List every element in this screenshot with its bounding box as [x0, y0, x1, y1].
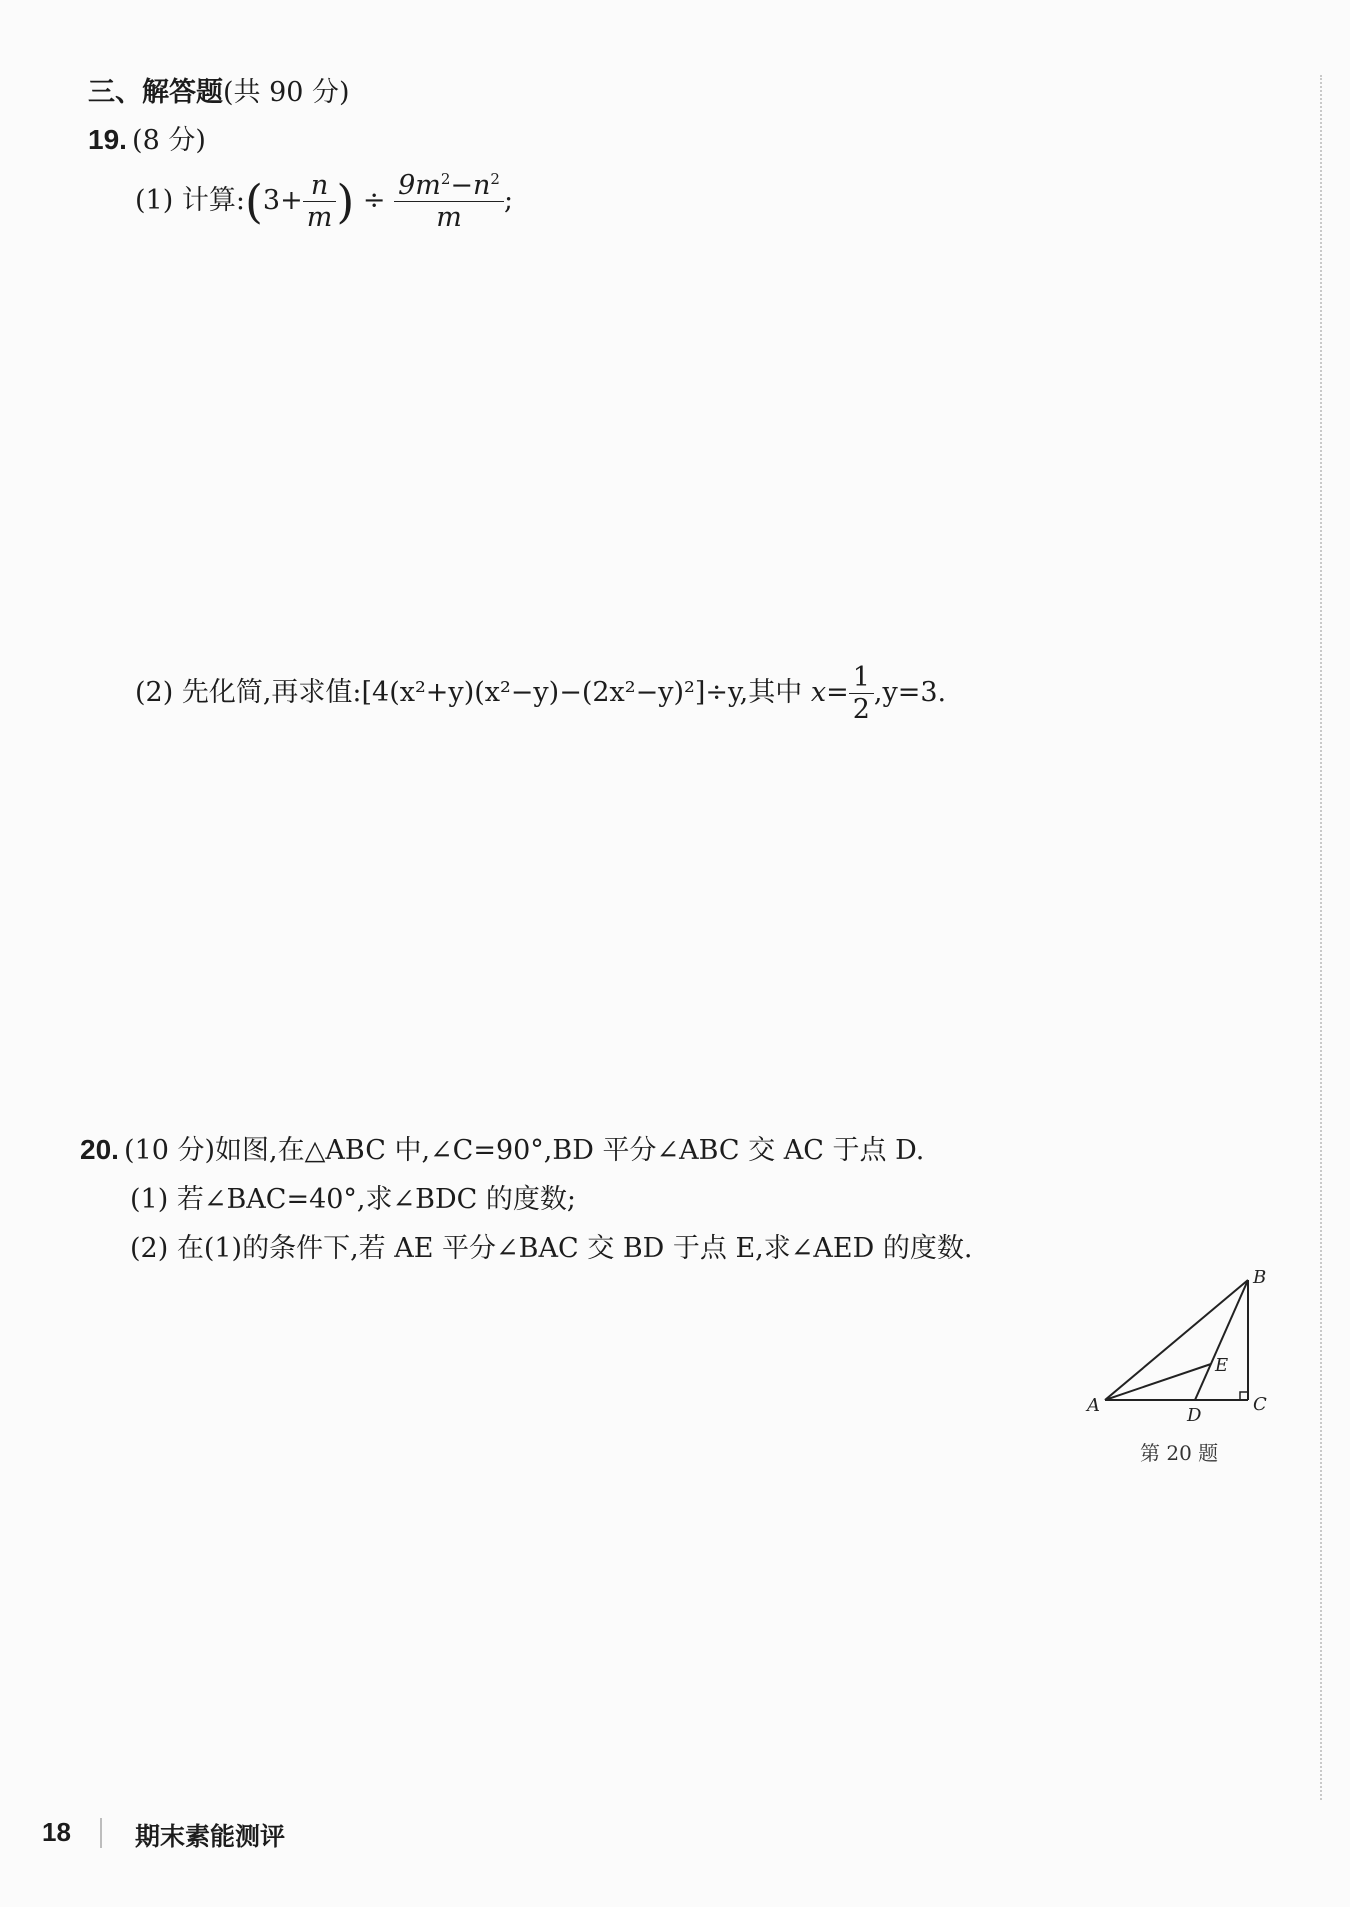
frac2-num-b: −n [450, 170, 491, 201]
figure-caption: 第 20 题 [1140, 1441, 1219, 1465]
q20-stem-line [80, 1128, 924, 1167]
fraction-half [849, 662, 874, 725]
q19-p1-three: 3+ [262, 185, 303, 217]
right-angle-mark [1240, 1392, 1248, 1400]
q19-number: 19. [88, 124, 127, 155]
segment-bd [1195, 1280, 1248, 1400]
section-title: 三、解答题 [88, 77, 223, 108]
q19-p2-xeq: x= [810, 677, 849, 709]
label-c: C [1253, 1394, 1267, 1415]
frac1-denominator: m [306, 202, 333, 234]
label-b: B [1253, 1267, 1267, 1288]
paren-open: ( [244, 174, 263, 229]
sq-1: 2 [440, 170, 451, 188]
q19-header [88, 118, 206, 157]
triangle-figure [1085, 1265, 1285, 1435]
footer-divider [100, 1818, 102, 1848]
frac2-denominator: m [436, 202, 462, 234]
fraction-main [394, 170, 504, 233]
footer-title: 期末素能测评 [135, 1822, 286, 1851]
frac2-numerator [394, 170, 504, 202]
label-e: E [1215, 1355, 1229, 1376]
section-points: (共 90 分) [223, 77, 350, 108]
q19-p1-end: ; [503, 185, 514, 217]
q19-p1-label: (1) 计算: [135, 185, 245, 217]
label-a: A [1087, 1395, 1100, 1416]
page-number: 18 [42, 1817, 71, 1847]
q19-p2-label: (2) 先化简,再求值: [135, 677, 362, 709]
section-header [88, 70, 350, 109]
q20-stem: (10 分)如图,在△ABC 中,∠C=90°,BD 平分∠ABC 交 AC 于点 D. [124, 1135, 925, 1166]
q20-number: 20. [80, 1134, 119, 1165]
q20-part1: (1) 若∠BAC=40°,求∠BDC 的度数; [130, 1184, 576, 1215]
half-denominator: 2 [852, 694, 870, 726]
half-numerator: 1 [849, 662, 874, 694]
q19-p2-yeq: ,y=3. [873, 677, 947, 709]
margin-dotted-line [1320, 75, 1322, 1800]
q19-part1 [135, 170, 513, 233]
segment-ab [1105, 1280, 1248, 1400]
sq-2: 2 [490, 170, 500, 188]
fraction-n-over-m [303, 170, 337, 233]
frac2-num-a: 9m [398, 170, 441, 201]
segment-ae [1105, 1364, 1211, 1400]
q19-part2 [135, 662, 946, 725]
frac1-numerator: n [303, 170, 337, 202]
q20-part2: (2) 在(1)的条件下,若 AE 平分∠BAC 交 BD 于点 E,求∠AED 的度数. [130, 1233, 973, 1264]
paren-close: ) [336, 174, 355, 229]
q19-points: (8 分) [132, 125, 206, 156]
q19-p2-expr: [4(x²+y)(x²−y)−(2x²−y)²]÷y,其中 [361, 677, 803, 709]
label-d: D [1187, 1405, 1202, 1426]
q19-p1-div: ÷ [362, 185, 386, 217]
